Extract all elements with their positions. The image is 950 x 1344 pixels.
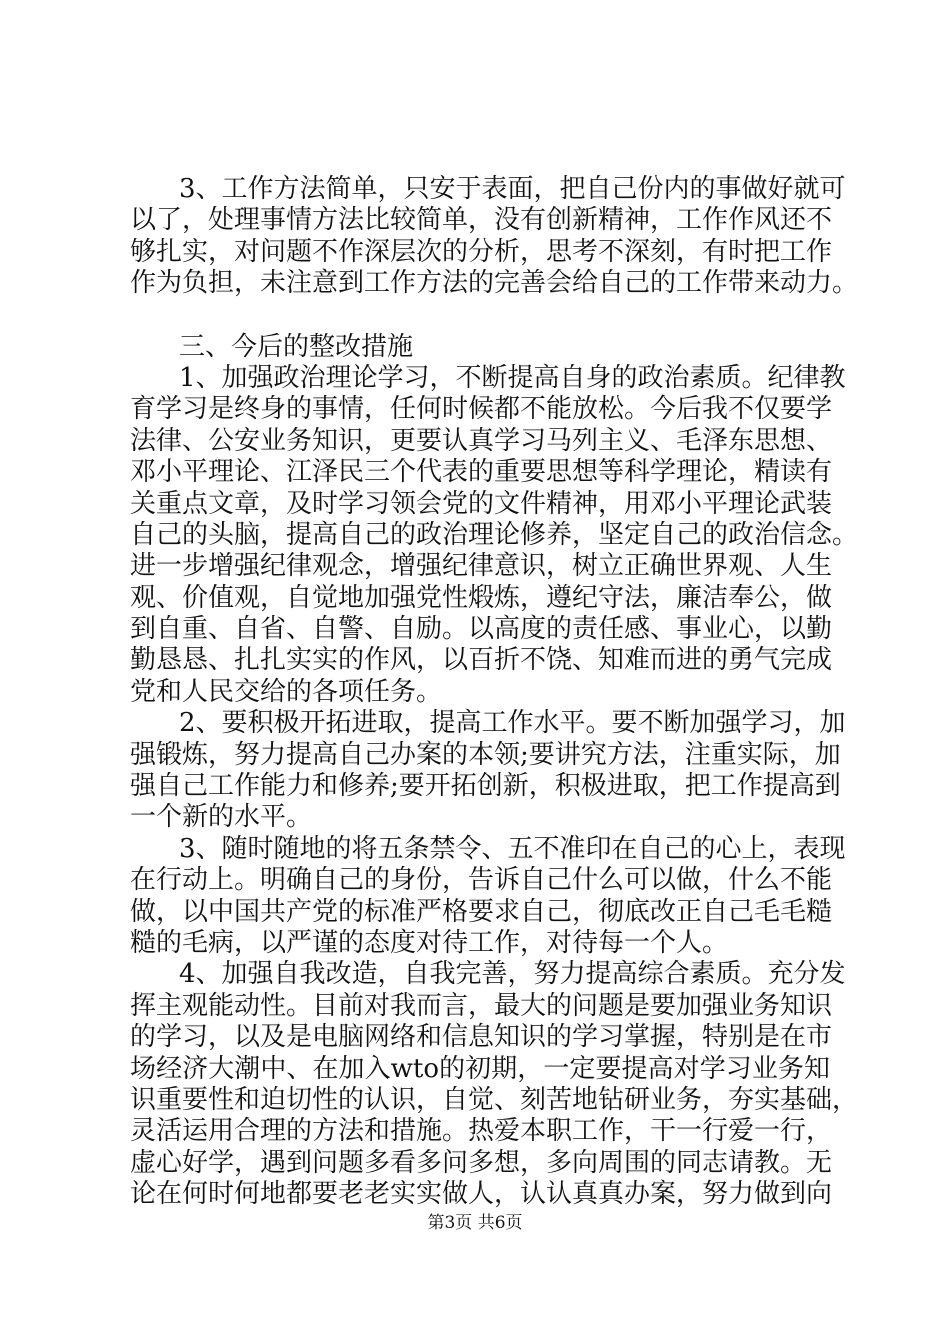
document-body — [130, 174, 859, 1211]
page-footer — [0, 1208, 950, 1233]
text-line: 场经济大潮中、在加入wto的初期，一定要提高对学习业务知 — [130, 1053, 830, 1084]
text-line: 强锻炼，努力提高自己办案的本领;要讲究方法，注重实际，加 — [130, 739, 841, 770]
paragraph-measure-1 — [130, 362, 859, 708]
text-line: 在行动上。明确自己的身份，告诉自己什么可以做，什么不能 — [130, 865, 833, 896]
text-line: 灵活运用合理的方法和措施。热爱本职工作，干一行爱一行， — [130, 1116, 833, 1147]
text-line: 法律、公安业务知识，更要认真学习马列主义、毛泽东思想、 — [130, 425, 833, 456]
text-line: 的学习，以及是电脑网络和信息知识的学习掌握，特别是在市 — [130, 1022, 833, 1053]
section-heading: 三、今后的整改措施 — [179, 331, 414, 362]
text-line: 到自重、自省、自警、自励。以高度的责任感、事业心，以勤 — [130, 614, 833, 645]
text-line: 观、价值观，自觉地加强党性煅炼，遵纪守法，廉洁奉公，做 — [130, 582, 833, 613]
page-number: 第3页 共6页 — [427, 1213, 523, 1233]
text-line: 识重要性和迫切性的认识，自觉、刻苦地钻研业务，夯实基础， — [130, 1084, 859, 1115]
text-line: 糙的毛病，以严谨的态度对待工作，对待每一个人。 — [130, 927, 729, 958]
text-line: 论在何时何地都要老老实实做人，认认真真办案，努力做到向 — [130, 1179, 833, 1210]
paragraph-measure-2 — [130, 708, 846, 834]
text-line: 邓小平理论、江泽民三个代表的重要思想等科学理论，精读有 — [130, 457, 833, 488]
paragraph-measure-3 — [130, 833, 846, 960]
text-line: 2、要积极开拓进取，提高工作水平。要不断加强学习，加 — [179, 708, 846, 739]
paragraph-work-methods — [130, 174, 859, 300]
text-line: 党和人民交给的各项任务。 — [130, 676, 443, 707]
text-line: 挥主观能动性。目前对我而言，最大的问题是要加强业务知识 — [130, 990, 833, 1021]
text-line: 强自己工作能力和修养;要开拓创新，积极进取，把工作提高到 — [130, 771, 841, 802]
text-line: 关重点文章，及时学习领会党的文件精神，用邓小平理论武装 — [130, 488, 833, 519]
text-line: 一个新的水平。 — [130, 802, 313, 833]
paragraph-measure-4 — [130, 959, 859, 1210]
text-line: 进一步增强纪律观念，增强纪律意识，树立正确世界观、人生 — [130, 551, 833, 582]
text-line: 3、随时随地的将五条禁令、五不准印在自己的心上，表现 — [179, 833, 846, 864]
text-line: 做，以中国共产党的标准严格要求自己，彻底改正自己毛毛糙 — [130, 896, 833, 927]
text-line: 自己的头脑，提高自己的政治理论修养，坚定自己的政治信念。 — [130, 519, 859, 550]
text-line: 作为负担，未注意到工作方法的完善会给自己的工作带来动力。 — [130, 268, 859, 299]
text-line: 4、加强自我改造，自我完善，努力提高综合素质。充分发 — [179, 959, 846, 990]
paragraph-spacer — [130, 300, 830, 332]
text-line: 够扎实，对问题不作深层次的分析，思考不深刻，有时把工作 — [130, 236, 833, 267]
text-line: 勤恳恳、扎扎实实的作风，以百折不饶、知难而进的勇气完成 — [130, 645, 833, 676]
text-line: 虚心好学，遇到问题多看多问多想，多向周围的同志请教。无 — [130, 1147, 833, 1178]
text-line: 育学习是终身的事情，任何时候都不能放松。今后我不仅要学 — [130, 394, 833, 425]
text-line: 以了，处理事情方法比较简单，没有创新精神，工作作风还不 — [130, 205, 833, 236]
text-line: 3、工作方法简单，只安于表面，把自己份内的事做好就可 — [179, 174, 846, 204]
text-line: 1、加强政治理论学习，不断提高自身的政治素质。纪律教 — [179, 362, 846, 393]
